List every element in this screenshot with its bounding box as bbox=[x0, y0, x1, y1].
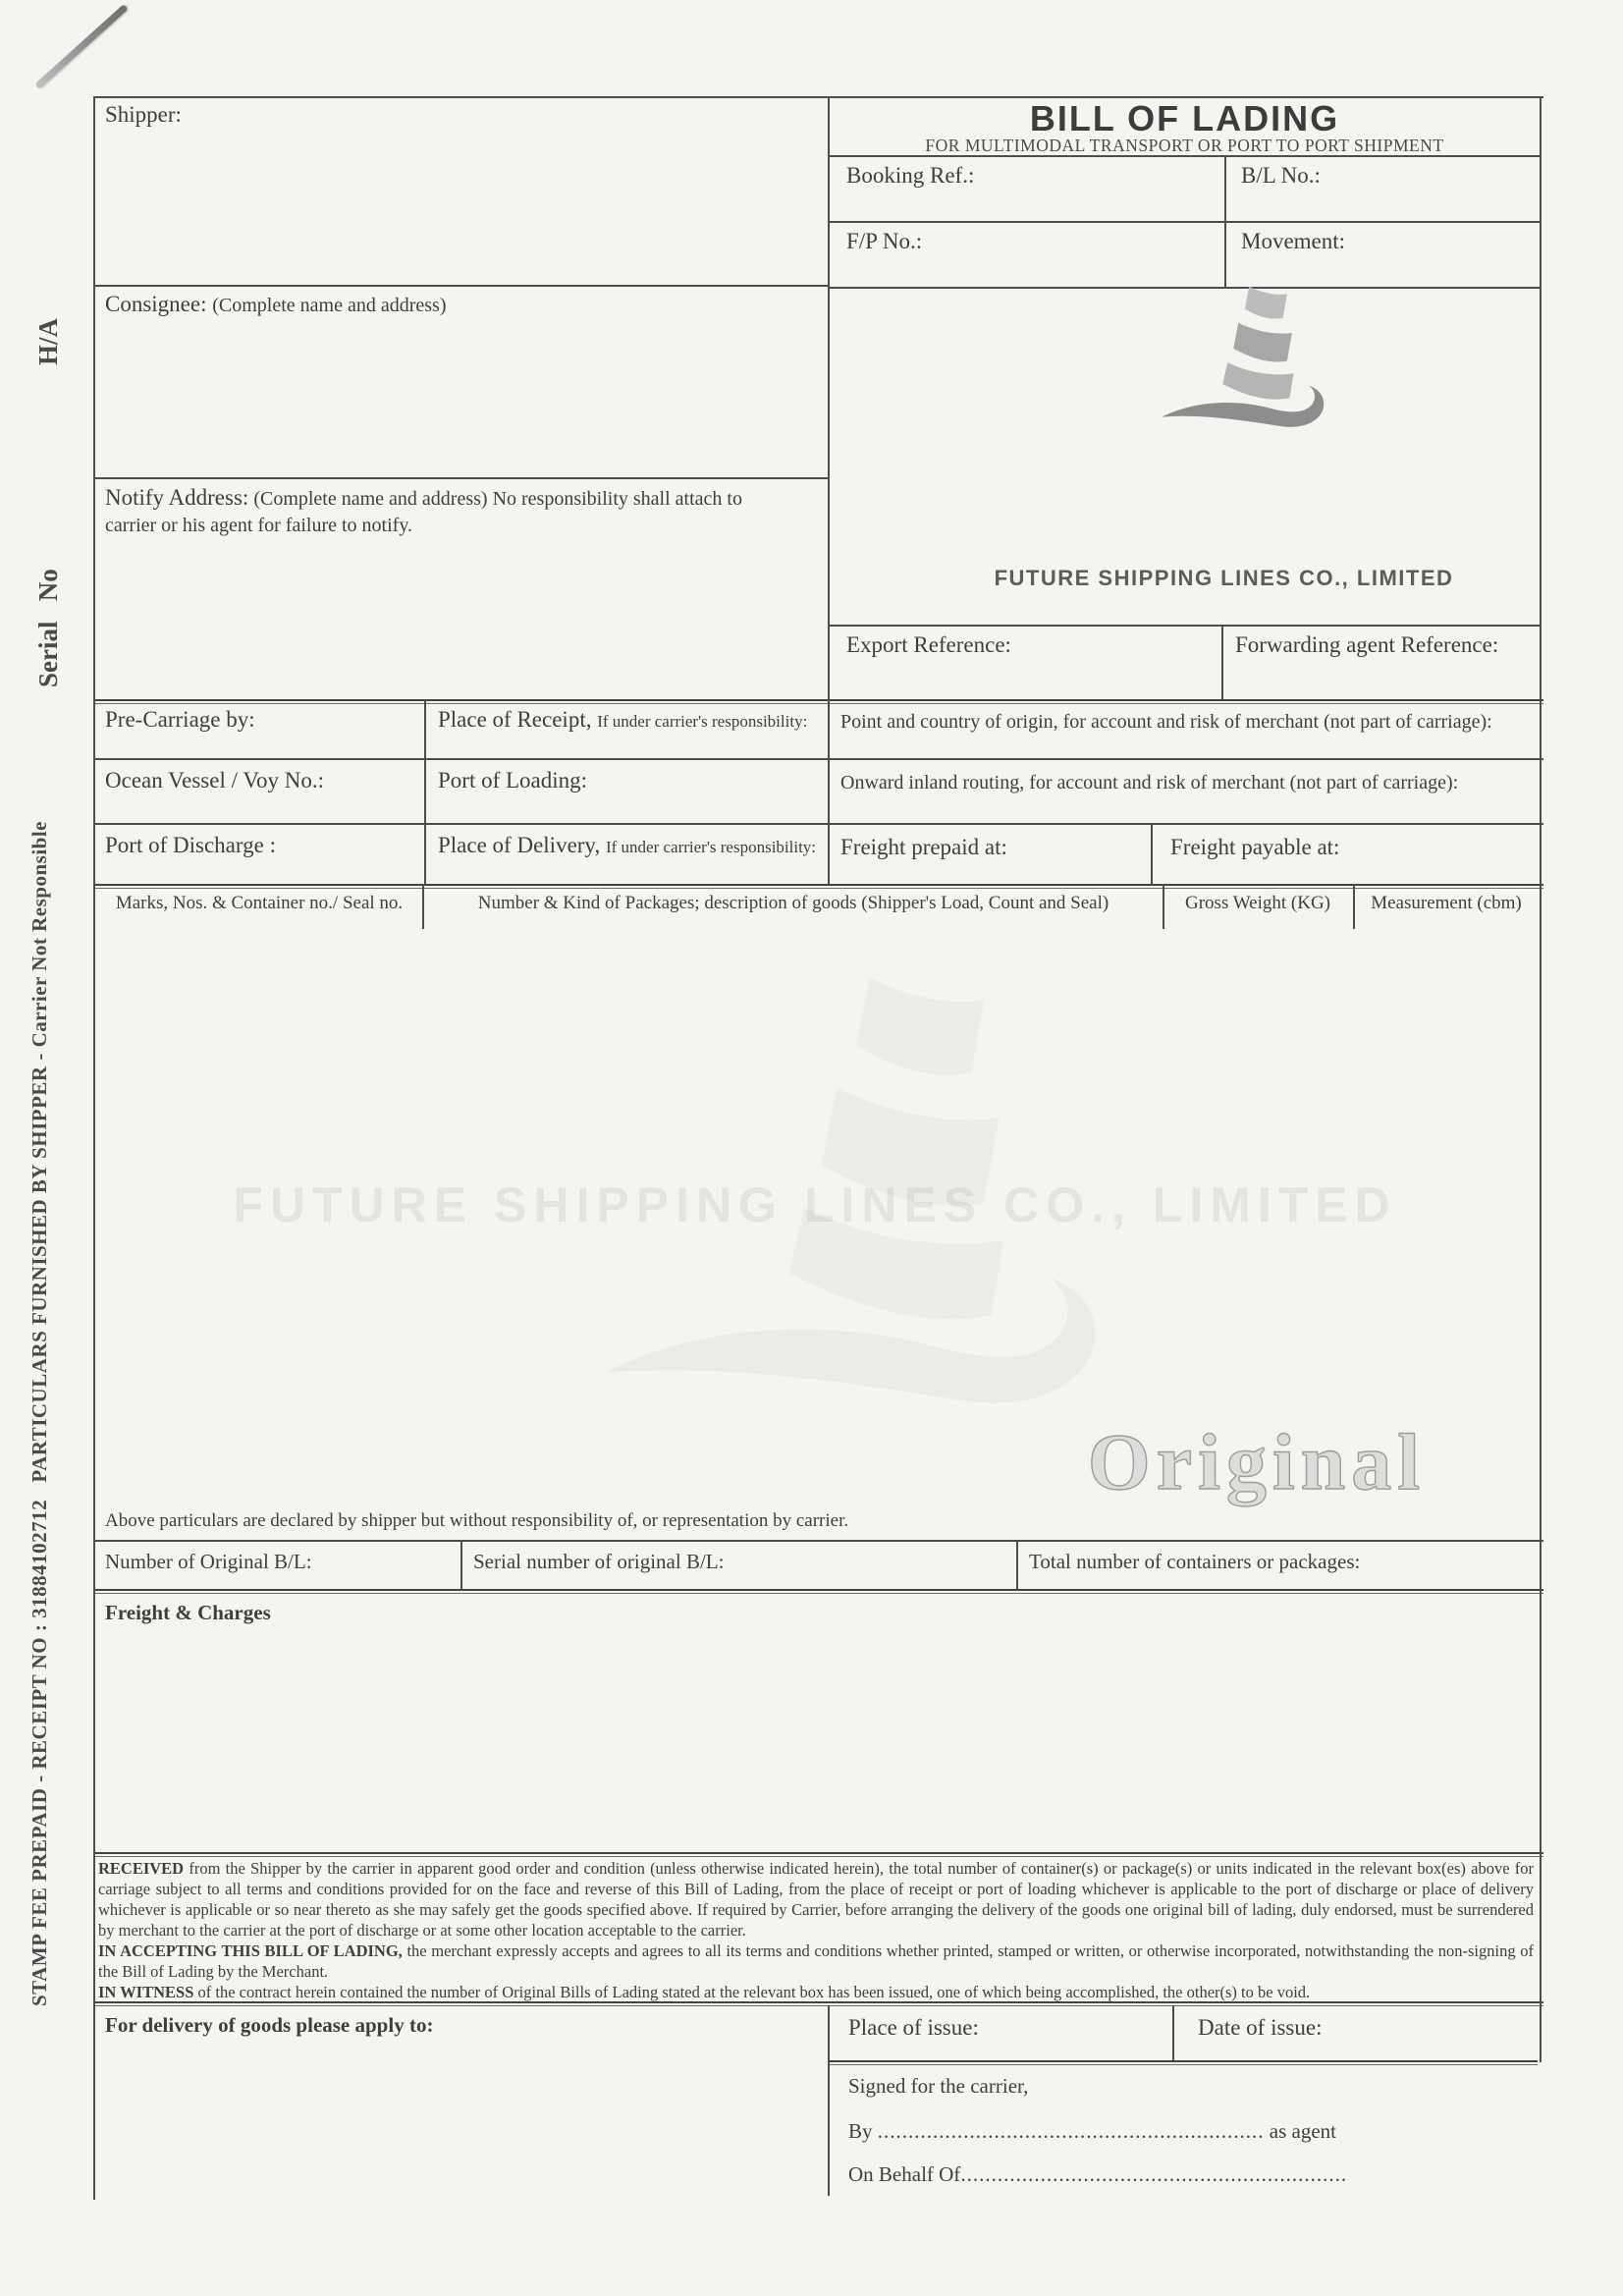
bl-no-label: B/L No.: bbox=[1241, 163, 1321, 188]
by-label: By bbox=[848, 2119, 873, 2143]
total-containers-label: Total number of containers or packages: bbox=[1029, 1550, 1361, 1573]
consignee-label-text: Consignee: bbox=[105, 292, 207, 316]
col-measurement-header: Measurement (cbm) bbox=[1371, 893, 1522, 913]
sailboat-logo-icon bbox=[1157, 265, 1338, 466]
signed-for-carrier-label: Signed for the carrier, bbox=[848, 2074, 1029, 2098]
received-clause-lead: RECEIVED bbox=[98, 1859, 185, 1878]
grid-line bbox=[1151, 823, 1153, 884]
forwarding-agent-label: Forwarding agent Reference: bbox=[1235, 632, 1499, 657]
col-marks-header: Marks, Nos. & Container no./ Seal no. bbox=[115, 893, 404, 913]
grid-line bbox=[424, 699, 426, 884]
grid-line bbox=[93, 758, 1543, 760]
date-of-issue-label: Date of issue: bbox=[1198, 2015, 1323, 2040]
grid-line bbox=[93, 477, 828, 479]
grid-line bbox=[1172, 2005, 1174, 2060]
grid-line bbox=[93, 823, 1543, 825]
staple-icon bbox=[34, 4, 128, 89]
grid-line bbox=[828, 2005, 830, 2196]
place-of-receipt-text: Place of Receipt, bbox=[438, 707, 592, 732]
on-behalf-label: On Behalf Of bbox=[848, 2162, 961, 2186]
place-of-receipt-note: If under carrier's responsibility: bbox=[597, 712, 808, 731]
grid-line bbox=[828, 96, 830, 884]
grid-line bbox=[1016, 1540, 1018, 1589]
consignee-note: (Complete name and address) bbox=[212, 295, 447, 316]
received-clause bbox=[98, 1859, 1534, 1941]
grid-line bbox=[93, 1589, 1543, 1594]
witness-clause-text: of the contract herein contained the number of Original Bills of Lading stated at the relevant box has been issued, one of which being accomplished, the other(s) to be void. bbox=[193, 1982, 1311, 2001]
grid-line bbox=[93, 699, 1543, 704]
grid-line bbox=[93, 285, 828, 287]
grid-line bbox=[828, 2060, 1538, 2065]
grid-line bbox=[828, 625, 1542, 627]
accepting-clause-text: the merchant expressly accepts and agrees to all its terms and conditions whether printed, stamped or written, or otherwise incorporated, notwithstanding the non-signing of the Bill of Lading by the Merchant. bbox=[98, 1941, 1534, 1981]
terms-and-conditions bbox=[98, 1859, 1534, 2003]
fp-no-label: F/P No.: bbox=[846, 229, 923, 253]
number-of-original-bl-label: Number of Original B/L: bbox=[105, 1550, 312, 1573]
delivery-apply-label: For delivery of goods please apply to: bbox=[105, 2013, 434, 2037]
col-gross-weight-header: Gross Weight (KG) bbox=[1185, 893, 1330, 913]
grid-line bbox=[1540, 96, 1542, 2062]
grid-line bbox=[93, 1852, 1543, 1857]
signature-by-line bbox=[848, 2119, 1336, 2144]
origin-label: Point and country of origin, for account and risk of merchant (not part of carriage): bbox=[840, 711, 1492, 733]
witness-clause bbox=[98, 1983, 1534, 2003]
movement-label: Movement: bbox=[1241, 229, 1346, 253]
export-reference-label: Export Reference: bbox=[846, 632, 1011, 657]
notify-address-label bbox=[105, 483, 792, 538]
place-of-delivery-label bbox=[438, 833, 816, 858]
grid-line bbox=[93, 884, 1543, 889]
by-signature-line: ............................................................... bbox=[877, 2119, 1265, 2143]
document-subtitle: FOR MULTIMODAL TRANSPORT OR PORT TO PORT SHIPMENT bbox=[925, 136, 1444, 155]
margin-ha-note: H/A bbox=[33, 317, 63, 365]
grid-line bbox=[460, 1540, 462, 1589]
serial-number-original-bl-label: Serial number of original B/L: bbox=[473, 1550, 725, 1573]
place-of-receipt-label bbox=[438, 707, 807, 733]
ocean-vessel-label: Ocean Vessel / Voy No.: bbox=[105, 768, 324, 793]
port-of-discharge-label: Port of Discharge : bbox=[105, 833, 276, 857]
col-packages-header: Number & Kind of Packages; description of goods (Shipper's Load, Count and Seal) bbox=[477, 893, 1109, 913]
document-title: BILL OF LADING bbox=[1029, 98, 1340, 138]
booking-ref-label: Booking Ref.: bbox=[846, 163, 975, 188]
margin-serial-no-note: Serial No bbox=[33, 569, 63, 687]
place-of-delivery-text: Place of Delivery, bbox=[438, 833, 601, 857]
onward-routing-label: Onward inland routing, for account and risk of merchant (not part of carriage): bbox=[840, 772, 1459, 793]
on-behalf-signature-line: ............................................................... bbox=[960, 2162, 1348, 2186]
grid-line bbox=[1221, 625, 1223, 699]
on-behalf-line bbox=[848, 2162, 1347, 2187]
consignee-label bbox=[105, 292, 447, 317]
original-stamp: Original bbox=[1087, 1417, 1427, 1506]
declaration-note: Above particulars are declared by shipper but without responsibility of, or representation by carrier. bbox=[105, 1510, 849, 1531]
freight-charges-label: Freight & Charges bbox=[105, 1601, 271, 1624]
margin-stamp-fee-note: STAMP FEE PREPAID - RECEIPT NO : 31884102712 PARTICULARS FURNISHED BY SHIPPER - Carrier Not Responsible bbox=[27, 821, 51, 2006]
notify-note: (Complete name and address) No responsibility shall attach to carrier or his agent for failure to notify. bbox=[105, 488, 742, 536]
grid-line bbox=[828, 221, 1542, 223]
place-of-issue-label: Place of issue: bbox=[848, 2015, 979, 2040]
notify-label-text: Notify Address: bbox=[105, 485, 249, 510]
grid-line bbox=[93, 96, 95, 2200]
witness-clause-lead: IN WITNESS bbox=[98, 1982, 194, 2001]
accepting-clause bbox=[98, 1941, 1534, 1983]
port-of-loading-label: Port of Loading: bbox=[438, 768, 588, 793]
accepting-clause-lead: IN ACCEPTING THIS BILL OF LADING, bbox=[98, 1941, 403, 1960]
received-clause-text: from the Shipper by the carrier in apparent good order and condition (unless otherwise indicated herein), the total number of container(s) or package(s) or units indicated in the relevant box(es) above for carriage subject to all terms and conditions provided for on the face and reverse of this Bill of Lading, from the place of receipt or port of loading whichever is applicable to the port of discharge or place of delivery whichever is applicable or so near thereto as she may safely get the goods specified above. If required by Carrier, before arranging the delivery of the goods one original bill of lading, duly endorsed, must be surrendered by merchant to the carrier at the port of discharge or at some other location acceptable to the carrier. bbox=[98, 1859, 1534, 1940]
company-watermark-text: FUTURE SHIPPING LINES CO., LIMITED bbox=[233, 1177, 1397, 1232]
freight-payable-label: Freight payable at: bbox=[1170, 835, 1340, 859]
freight-prepaid-label: Freight prepaid at: bbox=[840, 835, 1007, 859]
pre-carriage-label: Pre-Carriage by: bbox=[105, 707, 255, 732]
place-of-delivery-note: If under carrier's responsibility: bbox=[605, 838, 817, 856]
shipper-label: Shipper: bbox=[105, 102, 182, 127]
carrier-name: FUTURE SHIPPING LINES CO., LIMITED bbox=[994, 566, 1454, 590]
as-agent-label: as agent bbox=[1269, 2119, 1336, 2143]
grid-line bbox=[422, 884, 424, 929]
grid-line bbox=[93, 1540, 1543, 1542]
